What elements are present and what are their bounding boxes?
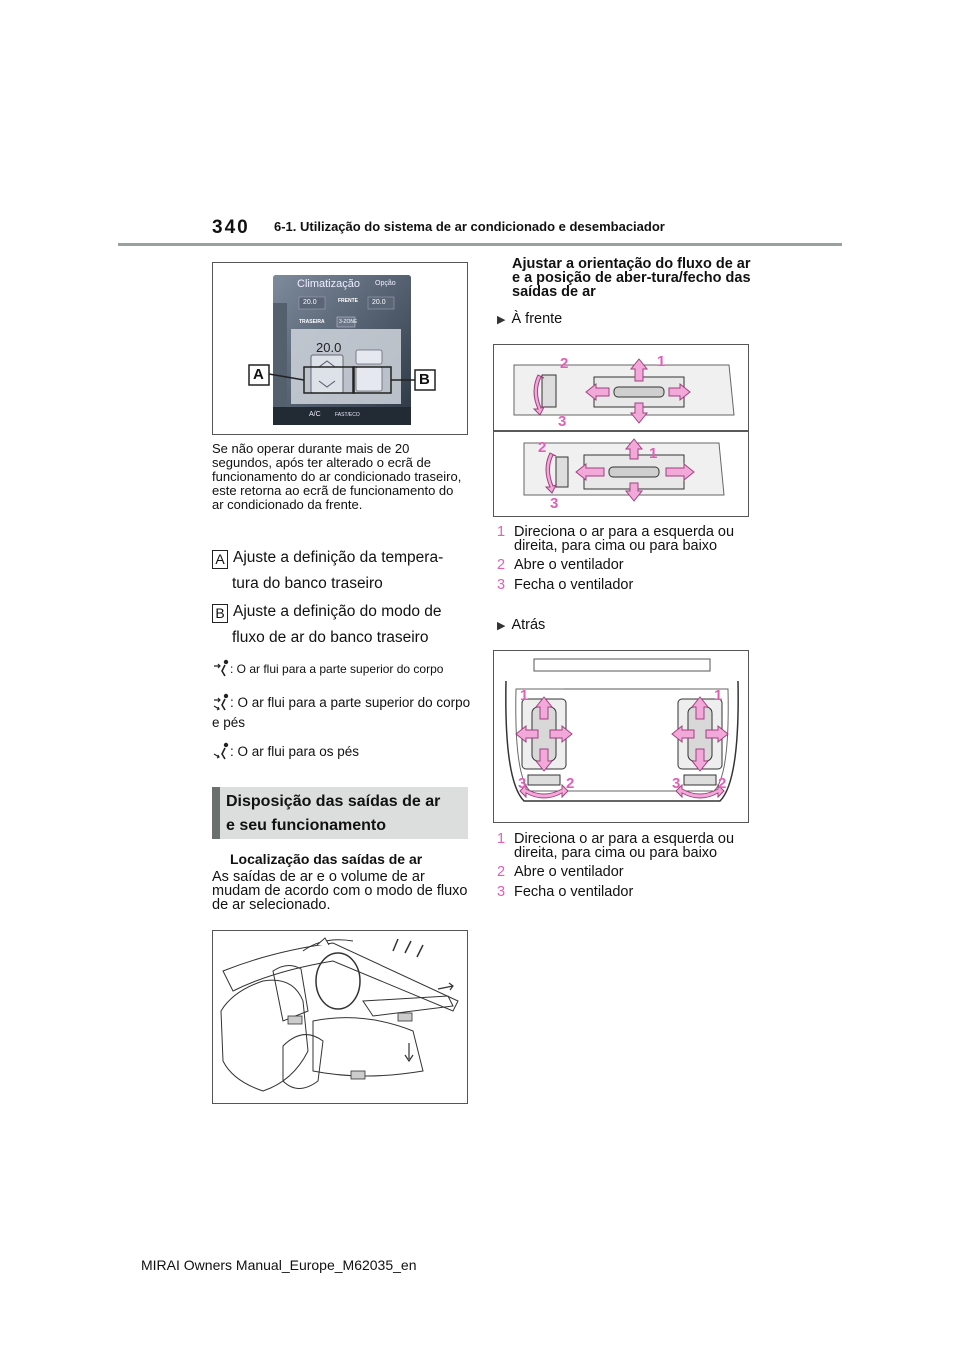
- screen-option: Opção: [375, 280, 396, 287]
- callout-b-line1: Ajuste a definição do modo de: [233, 603, 442, 620]
- heading-line2: e seu funcionamento: [226, 817, 387, 834]
- rear-fig-num-3a: 3: [518, 775, 527, 792]
- rear-label-text: Atrás: [511, 617, 546, 633]
- rear-fig-num-2b: 2: [718, 775, 727, 792]
- upper-body-airflow-icon: [212, 659, 230, 677]
- front-label: [497, 311, 562, 327]
- label-b: B: [419, 371, 430, 388]
- list-item: [497, 832, 757, 860]
- callout-a-line2: tura do banco traseiro: [232, 575, 383, 592]
- rear-fig-num-2a: 2: [566, 775, 575, 792]
- mode-upper-body-feet: [212, 693, 472, 733]
- car-interior-figure: [212, 930, 468, 1104]
- rear-fig-num-1b: 1: [714, 687, 723, 704]
- list-number: 1: [497, 831, 506, 847]
- heading-text: [226, 790, 440, 838]
- front-fig-num-1a: 1: [657, 353, 666, 370]
- list-item: [497, 865, 757, 879]
- callout-b: [212, 599, 470, 651]
- front-fig-num-1b: 1: [649, 445, 658, 462]
- adjust-subhead: Ajustar a orientação do fluxo de ar e a posição de aber-tura/fecho das saídas de ar: [512, 256, 751, 300]
- screen-zone-label: 3-ZONE: [339, 319, 358, 325]
- screen-title: Climatização: [297, 278, 360, 290]
- climate-screen-figure: [212, 262, 468, 435]
- page-number: 340: [212, 217, 250, 238]
- footer-text: MIRAI Owners Manual_Europe_M62035_en: [141, 1257, 417, 1273]
- screen-temp-left: 20.0: [303, 299, 317, 306]
- list-item: [497, 525, 757, 553]
- front-vents-figure: [493, 344, 749, 517]
- front-label-text: À frente: [511, 311, 563, 327]
- header-rule: [118, 243, 842, 246]
- screen-front-label: FRENTE: [338, 298, 358, 304]
- mode-upper-body-text: : O ar flui para a parte superior do corpo: [230, 662, 444, 676]
- list-item: [497, 885, 757, 899]
- screen-rear-label: TRASEIRA: [299, 319, 325, 325]
- callout-a: [212, 545, 470, 597]
- list-text: Abre o ventilador: [514, 864, 624, 880]
- list-text: Abre o ventilador: [514, 557, 624, 573]
- list-item: [497, 558, 757, 572]
- figure-caption: [212, 442, 468, 512]
- rear-fig-num-1a: 1: [520, 687, 529, 704]
- list-text: Direciona o ar para a esquerda ou direita, para cima ou para baixo: [514, 524, 735, 554]
- callout-b-line2: fluxo de ar do banco traseiro: [232, 629, 429, 646]
- list-number: 1: [497, 524, 506, 540]
- callout-a-label: A: [212, 550, 228, 569]
- list-text: Fecha o ventilador: [514, 577, 634, 593]
- front-list: [497, 525, 757, 598]
- triangle-bullet-icon: ▶: [497, 314, 506, 326]
- list-text: Fecha o ventilador: [514, 884, 634, 900]
- caption-text: Se não operar durante mais de 20 segundos, após ter alterado o ecrã de funcionamento do ar condicionado traseiro, este retorna ao ecrã de funcionamento do ar condicionado da frente.: [212, 441, 462, 512]
- mode-upper-body-feet-text: : O ar flui para a parte superior do corpo e pés: [212, 695, 471, 730]
- triangle-bullet-icon: ▶: [497, 620, 506, 632]
- feet-airflow-icon: [212, 742, 230, 760]
- rear-fig-num-3b: 3: [672, 775, 681, 792]
- list-number: 3: [497, 577, 506, 593]
- screen-ac-label: A/C: [309, 411, 321, 418]
- rear-vents-figure: [493, 650, 749, 823]
- screen-fast-eco-label: FAST/ECO: [335, 412, 360, 418]
- front-fig-num-3b: 3: [550, 495, 559, 512]
- list-number: 2: [497, 864, 506, 880]
- rear-list: [497, 832, 757, 905]
- screen-temp-right: 20.0: [372, 299, 386, 306]
- heading-bar: [212, 787, 220, 839]
- front-fig-num-2a: 2: [560, 355, 569, 372]
- list-number: 3: [497, 884, 506, 900]
- location-subhead: Localização das saídas de ar: [230, 851, 423, 867]
- callout-a-line1: Ajuste a definição da tempera-: [233, 549, 444, 566]
- mode-feet-text: : O ar flui para os pés: [230, 744, 360, 759]
- list-item: [497, 578, 757, 592]
- front-fig-num-3a: 3: [558, 413, 567, 430]
- mode-feet: [212, 742, 472, 762]
- label-a: A: [253, 366, 264, 383]
- front-fig-num-2b: 2: [538, 439, 547, 456]
- location-body: As saídas de ar e o volume de ar mudam de acordo com o modo de fluxo de ar selecionado.: [212, 869, 468, 913]
- section-title: 6-1. Utilização do sistema de ar condicionado e desembaciador: [274, 219, 665, 234]
- mode-upper-body: [212, 659, 472, 679]
- upper-body-feet-airflow-icon: [212, 693, 230, 711]
- list-text: Direciona o ar para a esquerda ou direita, para cima ou para baixo: [514, 831, 735, 861]
- callout-b-label: B: [212, 604, 228, 623]
- list-number: 2: [497, 557, 506, 573]
- screen-temp-rear: 20.0: [316, 340, 342, 355]
- section-heading: [212, 787, 468, 839]
- rear-label: [497, 617, 545, 633]
- heading-line1: Disposição das saídas de ar: [226, 793, 441, 810]
